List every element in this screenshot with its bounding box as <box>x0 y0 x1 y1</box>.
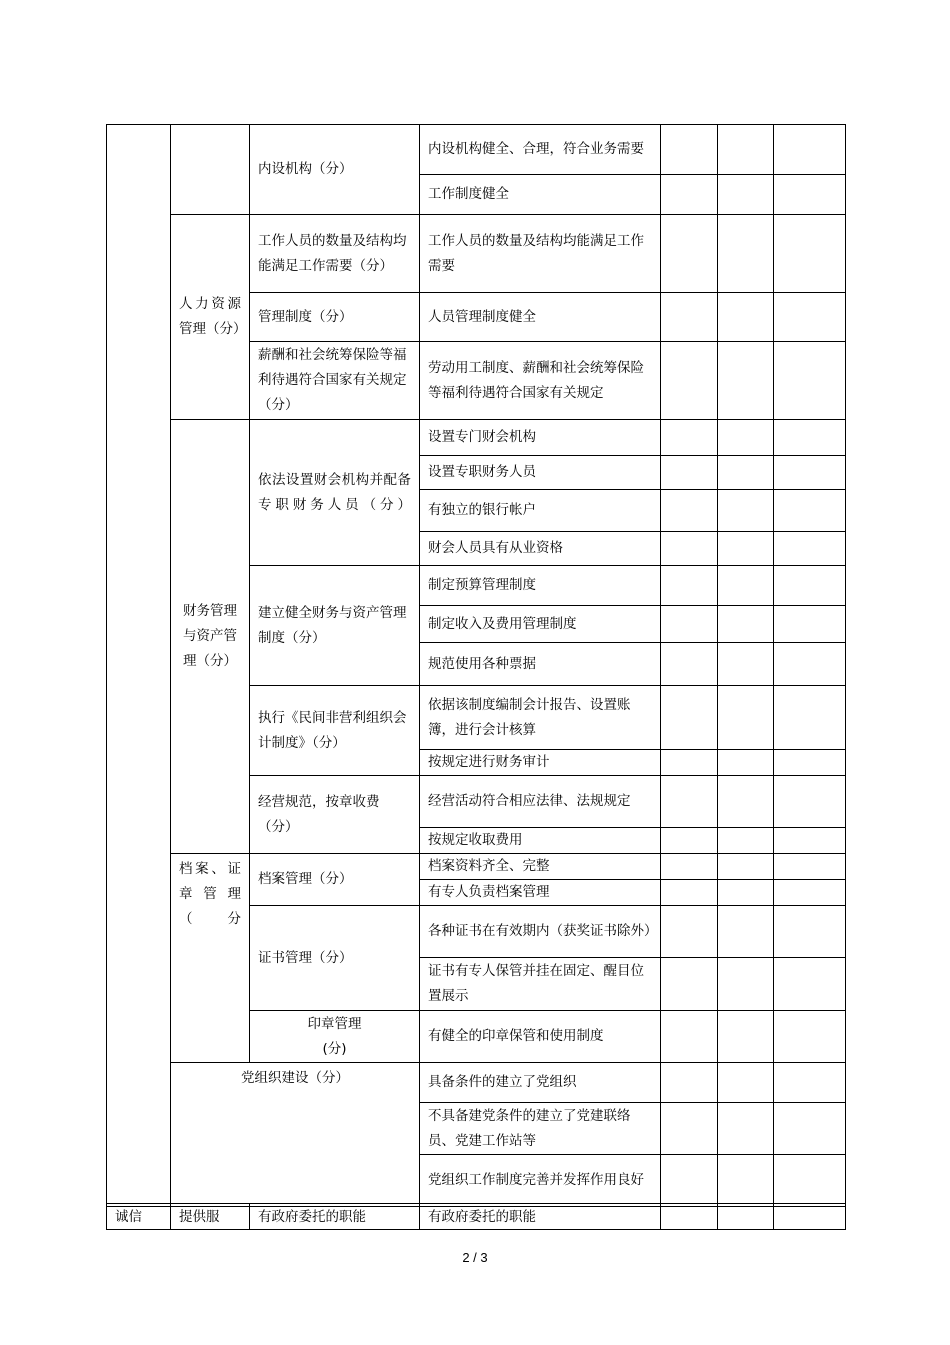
score-cell <box>774 1155 846 1207</box>
page-number: 2 / 3 <box>462 1250 488 1265</box>
score-cell <box>661 215 718 293</box>
criteria-cell: 各种证书在有效期内（获奖证书除外） <box>420 906 661 958</box>
score-cell <box>718 686 774 750</box>
table-row <box>107 215 846 293</box>
score-cell <box>718 643 774 686</box>
score-cell <box>774 854 846 880</box>
score-cell <box>661 1155 718 1207</box>
score-cell <box>718 958 774 1011</box>
evaluation-table-last-row <box>106 1203 846 1230</box>
main-category-cell: 诚信 <box>107 1204 171 1230</box>
criteria-cell: 制定收入及费用管理制度 <box>420 606 661 643</box>
score-cell <box>661 175 718 215</box>
score-cell <box>661 643 718 686</box>
criteria-cell: 制定预算管理制度 <box>420 566 661 606</box>
table-row <box>107 420 846 456</box>
score-cell <box>718 420 774 456</box>
score-cell <box>774 958 846 1011</box>
criteria-cell: 不具备建党条件的建立了党建联络员、党建工作站等 <box>420 1103 661 1155</box>
score-cell <box>718 566 774 606</box>
criteria-cell: 工作制度健全 <box>420 175 661 215</box>
score-cell <box>774 686 846 750</box>
table-row <box>107 125 846 175</box>
score-cell <box>774 606 846 643</box>
score-cell <box>774 776 846 828</box>
table-row <box>107 854 846 880</box>
score-cell <box>718 456 774 490</box>
criteria-cell: 内设机构健全、合理，符合业务需要 <box>420 125 661 175</box>
score-cell <box>774 906 846 958</box>
score-cell <box>718 880 774 906</box>
category-cell: 人力资源管理（分） <box>171 215 250 420</box>
main-category-cell <box>107 125 171 1207</box>
criteria-cell: 按规定收取费用 <box>420 828 661 854</box>
subcategory-cell: 工作人员的数量及结构均能满足工作需要（分） <box>250 215 420 293</box>
score-cell <box>661 532 718 566</box>
score-cell <box>661 606 718 643</box>
score-cell <box>718 1103 774 1155</box>
criteria-cell: 规范使用各种票据 <box>420 643 661 686</box>
score-cell <box>774 342 846 420</box>
subcategory-cell: 经营规范，按章收费（分） <box>250 776 420 854</box>
score-cell <box>718 606 774 643</box>
score-cell <box>718 854 774 880</box>
score-cell <box>774 1011 846 1063</box>
score-cell <box>661 1204 718 1230</box>
category-cell: 档案、证章管理（分 <box>171 854 250 1063</box>
score-cell <box>718 175 774 215</box>
score-cell <box>774 293 846 342</box>
score-cell <box>718 1204 774 1230</box>
score-cell <box>718 828 774 854</box>
criteria-cell: 依据该制度编制会计报告、设置账簿，进行会计核算 <box>420 686 661 750</box>
score-cell <box>718 532 774 566</box>
category-cell: 财务管理与资产管理（分） <box>171 420 250 854</box>
category-cell: 党组织建设（分） <box>171 1063 420 1207</box>
score-cell <box>774 750 846 776</box>
seal-management-score: (分) <box>322 1040 347 1057</box>
score-cell <box>661 342 718 420</box>
score-cell <box>661 828 718 854</box>
score-cell <box>774 643 846 686</box>
score-cell <box>661 776 718 828</box>
seal-management-label: 印章管理 <box>307 1015 362 1032</box>
subcategory-cell: 证书管理（分） <box>250 906 420 1011</box>
category-cell: 提供服 <box>171 1204 250 1230</box>
score-cell <box>661 958 718 1011</box>
criteria-cell: 人员管理制度健全 <box>420 293 661 342</box>
score-cell <box>774 566 846 606</box>
subcategory-cell: 有政府委托的职能 <box>250 1204 420 1230</box>
criteria-cell: 有专人负责档案管理 <box>420 880 661 906</box>
score-cell <box>774 1063 846 1103</box>
score-cell <box>718 342 774 420</box>
score-cell <box>774 490 846 532</box>
score-cell <box>661 1103 718 1155</box>
subcategory-cell: 依法设置财会机构并配备专职财务人员（分） <box>250 420 420 566</box>
score-cell <box>661 125 718 175</box>
subcategory-cell: 薪酬和社会统筹保险等福利待遇符合国家有关规定（分） <box>250 342 420 420</box>
score-cell <box>774 1103 846 1155</box>
subcategory-cell: 内设机构（分） <box>250 125 420 215</box>
evaluation-table <box>106 124 846 1207</box>
score-cell <box>661 686 718 750</box>
category-cell <box>171 125 250 215</box>
criteria-cell: 经营活动符合相应法律、法规规定 <box>420 776 661 828</box>
score-cell <box>774 1204 846 1230</box>
score-cell <box>718 1011 774 1063</box>
criteria-cell: 证书有专人保管并挂在固定、醒目位置展示 <box>420 958 661 1011</box>
criteria-cell: 设置专门财会机构 <box>420 420 661 456</box>
score-cell <box>661 566 718 606</box>
score-cell <box>661 456 718 490</box>
score-cell <box>718 215 774 293</box>
score-cell <box>718 906 774 958</box>
score-cell <box>774 880 846 906</box>
score-cell <box>774 456 846 490</box>
table-row <box>107 1063 846 1103</box>
subcategory-cell <box>250 1011 420 1063</box>
criteria-cell: 有独立的银行帐户 <box>420 490 661 532</box>
score-cell <box>718 776 774 828</box>
criteria-cell: 有健全的印章保管和使用制度 <box>420 1011 661 1063</box>
table-row <box>107 1204 846 1230</box>
score-cell <box>718 750 774 776</box>
score-cell <box>718 490 774 532</box>
score-cell <box>718 1063 774 1103</box>
score-cell <box>661 880 718 906</box>
score-cell <box>718 1155 774 1207</box>
score-cell <box>661 854 718 880</box>
criteria-cell: 具备条件的建立了党组织 <box>420 1063 661 1103</box>
score-cell <box>774 828 846 854</box>
score-cell <box>718 125 774 175</box>
subcategory-cell: 执行《民间非营利组织会计制度》（分） <box>250 686 420 776</box>
score-cell <box>661 750 718 776</box>
score-cell <box>661 293 718 342</box>
score-cell <box>774 125 846 175</box>
score-cell <box>661 906 718 958</box>
score-cell <box>661 1011 718 1063</box>
criteria-cell: 劳动用工制度、薪酬和社会统筹保险等福利待遇符合国家有关规定 <box>420 342 661 420</box>
score-cell <box>661 420 718 456</box>
score-cell <box>718 293 774 342</box>
criteria-cell: 财会人员具有从业资格 <box>420 532 661 566</box>
criteria-cell: 设置专职财务人员 <box>420 456 661 490</box>
score-cell <box>661 490 718 532</box>
criteria-cell: 按规定进行财务审计 <box>420 750 661 776</box>
criteria-cell: 有政府委托的职能 <box>420 1204 661 1230</box>
criteria-cell: 档案资料齐全、完整 <box>420 854 661 880</box>
score-cell <box>774 175 846 215</box>
score-cell <box>774 215 846 293</box>
criteria-cell: 党组织工作制度完善并发挥作用良好 <box>420 1155 661 1207</box>
subcategory-cell: 建立健全财务与资产管理制度（分） <box>250 566 420 686</box>
score-cell <box>661 1063 718 1103</box>
criteria-cell: 工作人员的数量及结构均能满足工作需要 <box>420 215 661 293</box>
subcategory-cell: 档案管理（分） <box>250 854 420 906</box>
subcategory-cell: 管理制度（分） <box>250 293 420 342</box>
score-cell <box>774 420 846 456</box>
score-cell <box>774 532 846 566</box>
